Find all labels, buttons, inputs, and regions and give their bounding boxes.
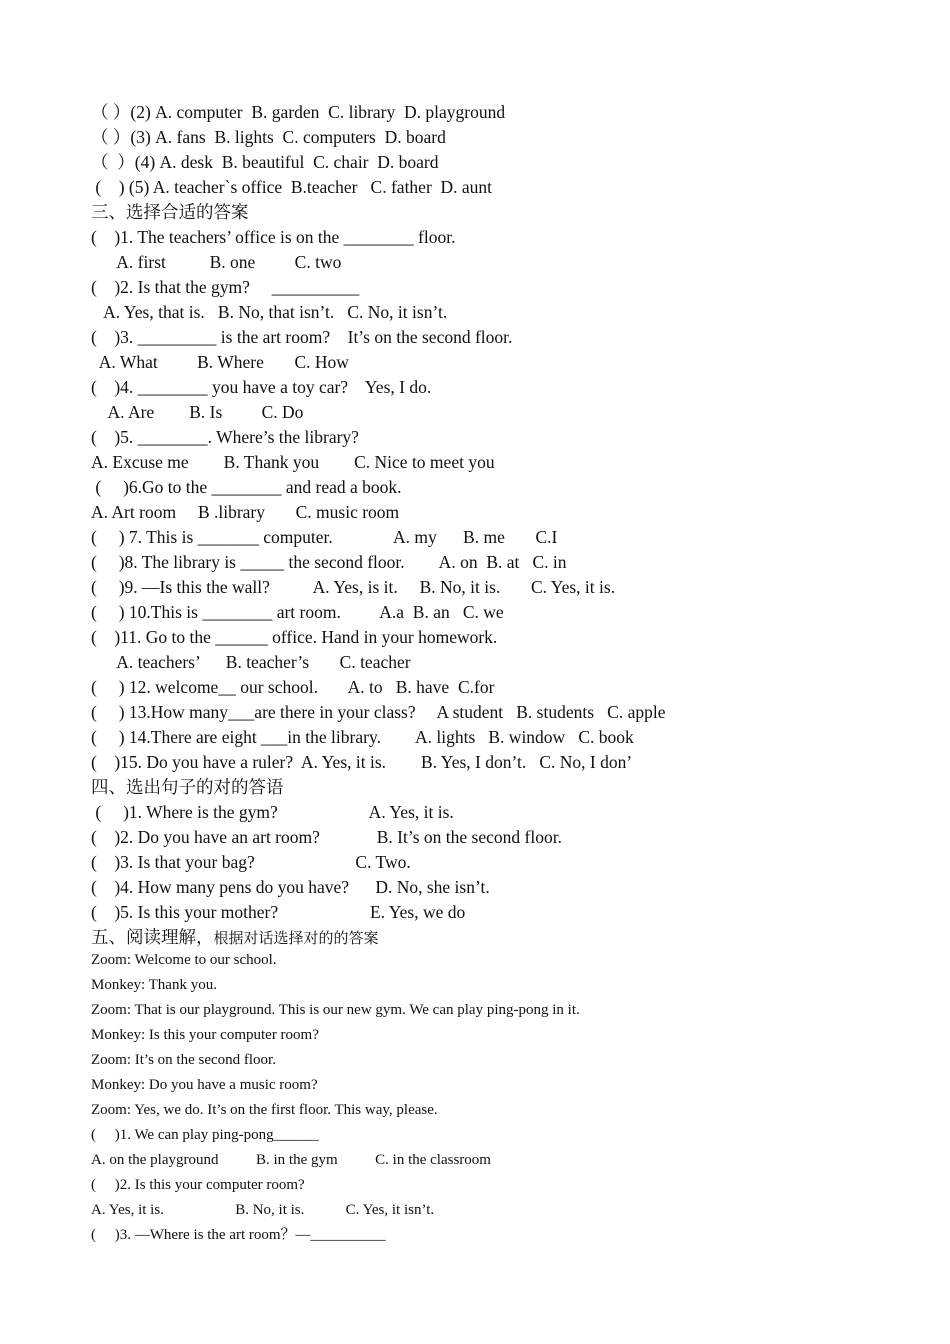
reading-line: Monkey: Thank you. [91,977,217,993]
heading-main: 五、阅读理解， [91,927,214,947]
line: ( )4. How many pens do you have? D. No, she isn’t. [91,877,490,897]
reading-line: A. on the playground B. in the gym C. in the classroom [91,1152,491,1168]
reading-line: ( )3. —Where is the art room？—__________ [91,1227,386,1243]
section-heading [91,926,379,949]
line: ( )5. ________. Where’s the library? [91,427,359,447]
line: ( ) (5) A. teacher`s office B.teacher C. father D. aunt [91,177,493,197]
line: A. teachers’ B. teacher’s C. teacher [91,652,411,672]
line: ( )5. Is this your mother? E. Yes, we do [91,902,466,922]
line: ( )2. Is that the gym? __________ [91,277,360,297]
reading-line: Zoom: Welcome to our school. [91,952,277,968]
reading-line: Zoom: That is our playground. This is our new gym. We can play ping-pong in it. [91,1002,580,1018]
line: A. What B. Where C. How [91,352,349,372]
reading-line: ( )2. Is this your computer room? [91,1177,305,1193]
line: （ ）(3) A. fans B. lights C. computers D. board [91,127,446,147]
section-heading: 四、选出句子的对的答语 [91,777,284,797]
line: A. first B. one C. two [91,252,342,272]
line: ( )4. ________ you have a toy car? Yes, I do. [91,377,432,397]
line: ( ) 13.How many___are there in your class? A student B. students C. apple [91,702,666,722]
heading-sub: 根据对话选择对的的答案 [213,931,379,947]
line: A. Art room B .library C. music room [91,502,400,522]
line: ( ) 7. This is _______ computer. A. my B. me C.I [91,527,558,547]
line: A. Excuse me B. Thank you C. Nice to meet you [91,452,495,472]
line: ( )11. Go to the ______ office. Hand in your homework. [91,627,498,647]
reading-line: Monkey: Do you have a music room? [91,1077,318,1093]
line: ( ) 12. welcome__ our school. A. to B. have C.for [91,677,495,697]
line: ( )3. _________ is the art room? It’s on the second floor. [91,327,513,347]
line: ( )8. The library is _____ the second floor. A. on B. at C. in [91,552,567,572]
line: ( )6.Go to the ________ and read a book. [91,477,402,497]
line: （ ）(4) A. desk B. beautiful C. chair D. board [91,152,439,172]
line: ( )1. Where is the gym? A. Yes, it is. [91,802,454,822]
reading-line: Zoom: Yes, we do. It’s on the first floor. This way, please. [91,1102,438,1118]
line: （ ）(2) A. computer B. garden C. library D. playground [91,102,506,122]
line: ( ) 14.There are eight ___in the library. A. lights B. window C. book [91,727,634,747]
line: ( )15. Do you have a ruler? A. Yes, it is. B. Yes, I don’t. C. No, I don’ [91,752,633,772]
line: A. Are B. Is C. Do [91,402,304,422]
reading-line: Monkey: Is this your computer room? [91,1027,319,1043]
line: ( )3. Is that your bag? C. Two. [91,852,411,872]
line: ( )9. —Is this the wall? A. Yes, is it. B. No, it is. C. Yes, it is. [91,577,616,597]
line: ( )1. The teachers’ office is on the ________ floor. [91,227,456,247]
reading-line: ( )1. We can play ping-pong______ [91,1127,319,1143]
line: A. Yes, that is. B. No, that isn’t. C. No, it isn’t. [91,302,448,322]
line: ( )2. Do you have an art room? B. It’s on the second floor. [91,827,562,847]
reading-line: Zoom: It’s on the second floor. [91,1052,276,1068]
section-heading: 三、选择合适的答案 [91,202,249,222]
line: ( ) 10.This is ________ art room. A.a B. an C. we [91,602,504,622]
reading-line: A. Yes, it is. B. No, it is. C. Yes, it isn’t. [91,1202,435,1218]
